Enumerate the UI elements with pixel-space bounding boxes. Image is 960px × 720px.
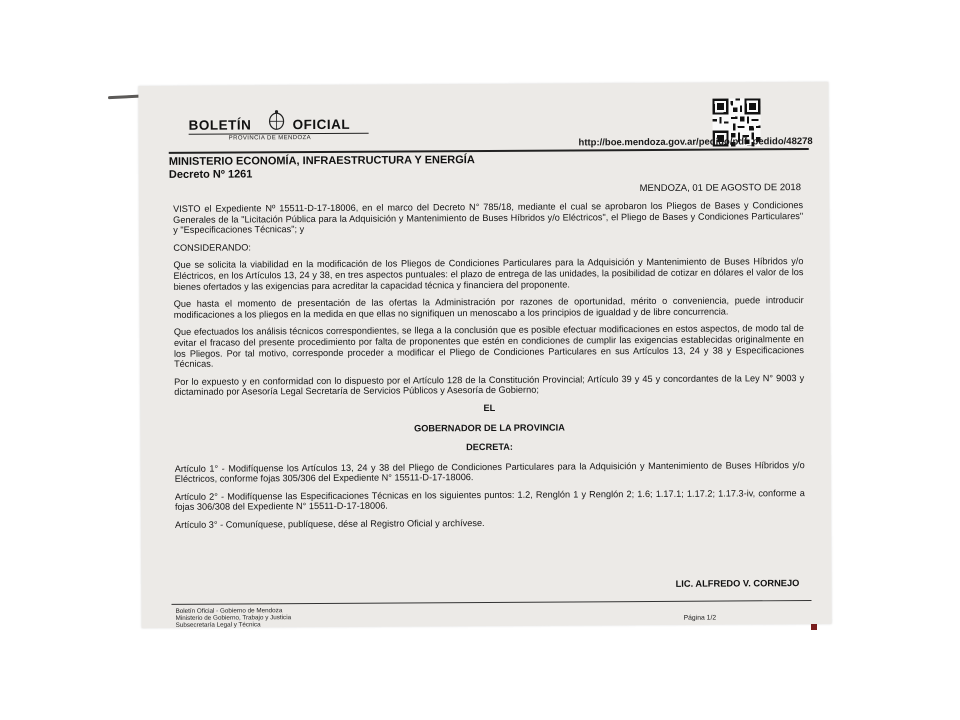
- por-lo-expuesto-paragraph: Por lo expuesto y en conformidad con lo dispuesto por el Artículo 128 de la Constitución Provincial; Artículo 39 y 45 y concordantes de la Ley N° 9003 y dictaminado por Asesoría Legal Secretaría de Servicios Públicos y Asesoría de Gobierno;: [174, 372, 805, 398]
- signature-name: LIC. ALFREDO V. CORNEJO: [675, 578, 800, 589]
- articulo-2: Artículo 2° - Modifíquense las Especificaciones Técnicas en los siguientes puntos: 1.2, Renglón 1 y Renglón 2; 1.6; 1.17.1; 1.17.2; 1.17.3-iv, conforme a fojas 306/308 del Expediente N° 15511-D-17-18006.: [174, 487, 805, 513]
- footer-line-2: Ministerio de Gobierno, Trabajo y Justicia: [175, 614, 292, 623]
- considerando-paragraph-1: Que se solicita la viabilidad en la modificación de los Pliegos de Condiciones Particulares para la Adquisición y Mantenimiento de Buses Híbridos y/o Eléctricos, en los Artículos 13, 24 y 38, en tres aspectos puntuales: el plazo de entrega de las unidades, la posibilidad de cotizar en dólares el valor de los bienes ofertados y las exigencias para acreditar la capacidad técnica y financiera del proponente.: [173, 256, 804, 292]
- ministry-title: MINISTERIO ECONOMÍA, INFRAESTRUCTURA Y ENERGÍA: [168, 154, 475, 168]
- document-page: [138, 82, 831, 628]
- considerando-heading: CONSIDERANDO:: [173, 242, 251, 253]
- document-sheet: [160, 90, 813, 630]
- articulo-3: Artículo 3° - Comuníquese, publíquese, dése al Registro Oficial y archívese.: [175, 518, 485, 530]
- footer-divider: [172, 600, 812, 605]
- articulo-1: Artículo 1° - Modifíquense los Artículos 13, 24 y 38 del Pliego de Condiciones Particulares para la Adquisición y Mantenimiento de Buses Híbridos y/o Eléctricos, conforme fojas 305/306 del Expediente N° 15511-D-17-18006.: [174, 459, 805, 485]
- provincial-crest-icon: [266, 109, 286, 131]
- considerando-paragraph-2: Que hasta el momento de presentación de las ofertas la Administración por razones de oportunidad, mérito o conveniencia, puede introducir modificaciones a los pliegos en la medida en que ellas no signifiquen un menoscabo a los principios de igualdad y de libre concurrencia.: [173, 295, 804, 320]
- footer-line-1: Boletín Oficial - Gobierno de Mendoza: [175, 607, 283, 615]
- decree-number: Decreto Nº 1261: [168, 168, 253, 181]
- page-number: Página 1/2: [683, 614, 717, 622]
- decree-date: MENDOZA, 01 DE AGOSTO DE 2018: [639, 182, 802, 195]
- decree-body: [173, 200, 805, 537]
- visto-paragraph: VISTO el Expediente Nº 15511-D-17-18006, en el marco del Decreto N° 785/18, mediante el cual se aprobaron los Pliegos de Bases y Condiciones Generales de la "Licitación Pública para la Adquisición y Mantenimiento de Buses Híbridos y/o Eléctricos", el Pliego de Bases y Condiciones Particulares" y "Especificaciones Técnicas"; y: [173, 200, 804, 236]
- decreta-heading: DECRETA:: [466, 441, 513, 453]
- logo-word-boletin: BOLETÍN: [188, 117, 252, 133]
- logo-subtitle: PROVINCIA DE MENDOZA: [228, 135, 312, 142]
- el-heading: EL: [483, 402, 496, 413]
- gobernador-heading: GOBERNADOR DE LA PROVINCIA: [414, 422, 565, 433]
- boletin-oficial-logo: [180, 103, 370, 150]
- footer-line-3: Subsecretaría Legal y Técnica: [175, 621, 261, 630]
- footer-credits: [176, 607, 292, 629]
- considerando-paragraph-3: Que efectuados los análisis técnicos correspondientes, se llega a la conclusión que es posible efectuar modificaciones en estos aspectos, de modo tal de evitar el fracaso del presente procedimiento por falta de proponentes que estén en condiciones de cumplir las exigencias establecidas originalmente en los Pliegos. Por tal motivo, corresponde proceder a modificar el Pliego de Condiciones Particulares en sus Artículos 13, 24 y 38 y Especificaciones Técnicas.: [173, 323, 805, 370]
- document-url: http://boe.mendoza.gov.ar/pedido/pdf_pedido/48278: [578, 135, 813, 149]
- logo-word-oficial: OFICIAL: [292, 116, 351, 133]
